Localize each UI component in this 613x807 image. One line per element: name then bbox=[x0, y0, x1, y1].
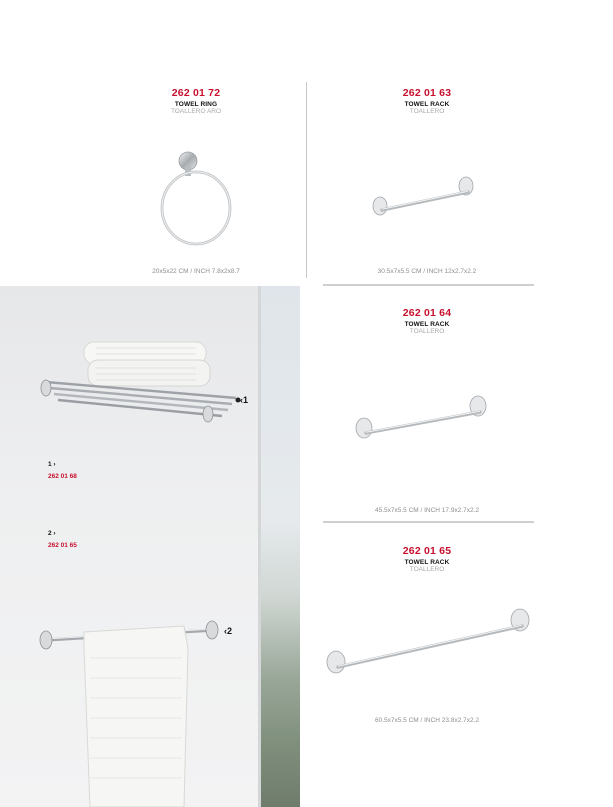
product-code: 262 01 72 bbox=[171, 87, 221, 99]
product-name: TOWEL RACK bbox=[404, 321, 450, 328]
bathroom-photo bbox=[0, 286, 300, 807]
hanging-towel-icon bbox=[38, 618, 228, 807]
product-name-es: TOALLERO bbox=[409, 108, 445, 115]
product-dims: 45.5x7x5.5 CM / INCH 17.9x2.7x2.2 bbox=[374, 507, 480, 514]
divider-1 bbox=[323, 284, 534, 286]
product-code: 262 01 64 bbox=[402, 307, 452, 319]
product-towel-rack-short bbox=[327, 87, 527, 115]
callout-code-2: 262 01 65 bbox=[48, 542, 77, 549]
towel-shelf-icon bbox=[36, 338, 248, 426]
product-name-es: TOALLERO bbox=[409, 328, 445, 335]
vertical-divider bbox=[306, 82, 307, 278]
product-name-es: TOALLERO ARO bbox=[170, 108, 222, 115]
product-name: TOWEL RACK bbox=[404, 101, 450, 108]
window-frame bbox=[258, 286, 261, 807]
product-name-es: TOALLERO bbox=[409, 566, 445, 573]
product-code: 262 01 63 bbox=[402, 87, 452, 99]
product-dims: 30.5x7x5.5 CM / INCH 12x2.7x2.2 bbox=[377, 268, 477, 275]
product-dims: 20x5x22 CM / INCH 7.8x2x8.7 bbox=[152, 268, 240, 275]
towel-ring-icon bbox=[150, 150, 240, 248]
product-towel-rack-medium bbox=[327, 307, 527, 335]
window-view bbox=[258, 286, 300, 807]
towel-rack-medium-icon bbox=[352, 394, 492, 442]
callout-label-2: ‹2 bbox=[224, 626, 233, 636]
towel-rack-short-icon bbox=[368, 174, 480, 218]
product-name: TOWEL RACK bbox=[404, 559, 450, 566]
callout-code-1: 262 01 68 bbox=[48, 473, 77, 480]
product-towel-ring bbox=[96, 87, 296, 115]
callout-label-1: ‹1 bbox=[240, 395, 249, 405]
towel-rack-long-icon bbox=[322, 608, 534, 678]
product-code: 262 01 65 bbox=[402, 545, 452, 557]
divider-2 bbox=[323, 521, 534, 523]
product-name: TOWEL RING bbox=[174, 101, 218, 108]
callout-number-2: 2 › bbox=[48, 530, 56, 537]
callout-number-1: 1 › bbox=[48, 461, 56, 468]
product-dims: 60.5x7x5.5 CM / INCH 23.8x2.7x2.2 bbox=[374, 717, 480, 724]
product-towel-rack-long bbox=[327, 545, 527, 573]
